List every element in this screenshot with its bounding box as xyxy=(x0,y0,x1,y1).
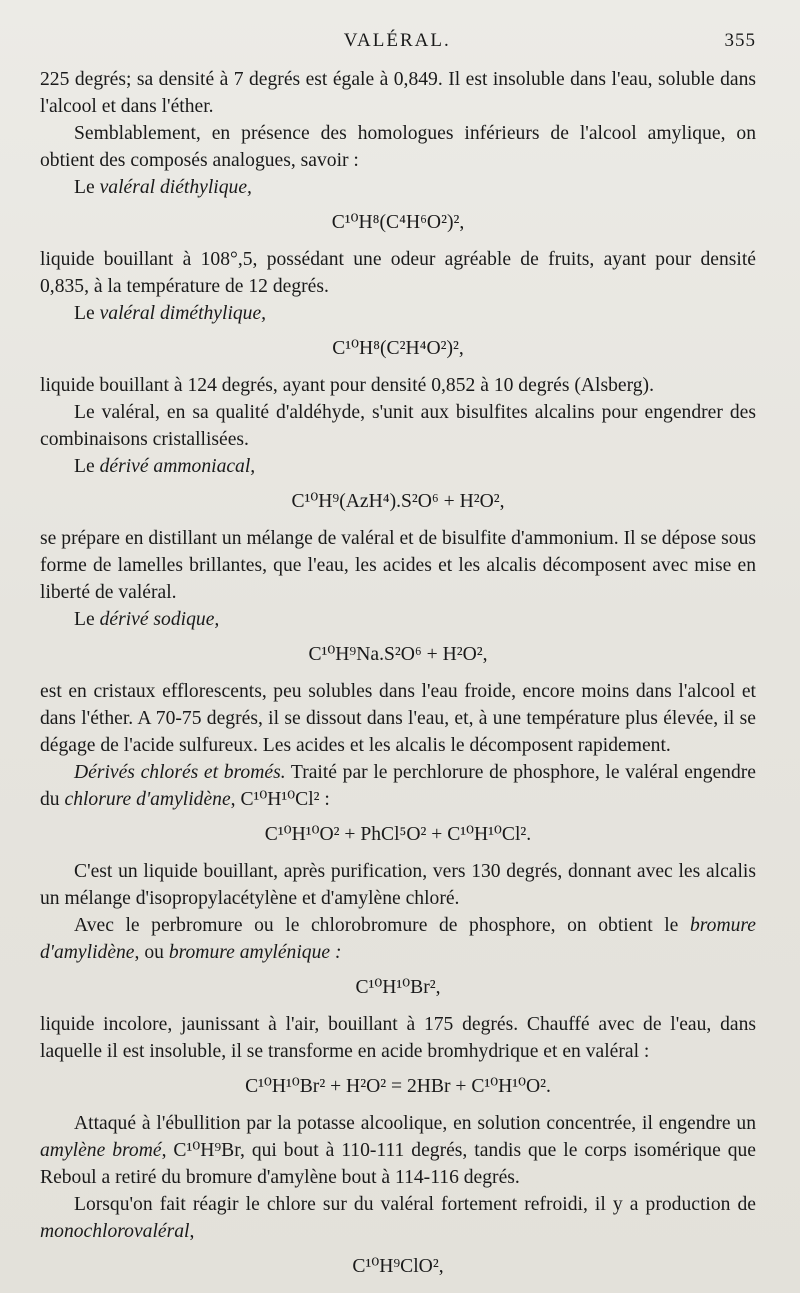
chemical-equation xyxy=(40,1073,756,1100)
text-run: Le xyxy=(74,456,100,477)
paragraph: Semblablement, en présence des homologues inférieurs de l'alcool amylique, on obtient des composés analogues, savoir : xyxy=(40,123,756,171)
chemical-formula xyxy=(40,821,756,848)
paragraph: Le valéral, en sa qualité d'aldéhyde, s'unit aux bisulfites alcalins pour engendrer des combinaisons cristallisées. xyxy=(40,402,756,450)
formula-text: C¹⁰H⁹(AzH⁴).S²O⁶ + H²O², xyxy=(291,491,505,512)
paragraph: liquide incolore, jaunissant à l'air, bouillant à 175 degrés. Chauffé avec de l'eau, dans laquelle il est insoluble, il se transforme en acide bromhydrique et en valéral : xyxy=(40,1014,756,1062)
paragraph xyxy=(40,912,756,966)
text-run: Attaqué à l'ébullition par la potasse alcoolique, en solution concentrée, il engendre un xyxy=(74,1113,756,1134)
text-run: Traité par le perchlorure de phosphore, le valéral engendre du xyxy=(40,762,756,810)
formula-text: C¹⁰H⁹ClO², xyxy=(352,1256,444,1277)
italic-term: monochlorovaléral xyxy=(40,1221,190,1242)
paragraph xyxy=(40,174,756,201)
chemical-formula xyxy=(40,974,756,1001)
page-body xyxy=(40,66,756,1280)
chemical-formula xyxy=(40,488,756,515)
formula-text: C¹⁰H¹⁰Br² + H²O² = 2HBr + C¹⁰H¹⁰O². xyxy=(245,1076,551,1097)
paragraph: C'est un liquide bouillant, après purification, vers 130 degrés, donnant avec les alcalis un mélange d'isopropylacétylène et d'amylène chloré. xyxy=(40,861,756,909)
formula-text: C¹⁰H⁸(C⁴H⁶O²)², xyxy=(331,212,465,233)
formula-text: C¹⁰H⁹Na.S²O⁶ + H²O², xyxy=(308,644,488,665)
text-run: , C¹⁰H⁹Br, qui bout à 110-111 degrés, tandis que le corps isomérique que Reboul a retiré du bromure d'amylène bout à 114-116 degrés. xyxy=(40,1140,757,1188)
italic-term: valéral diéthylique, xyxy=(99,177,252,198)
formula-text: C¹⁰H¹⁰O² + PhCl⁵O² + C¹⁰H¹⁰Cl². xyxy=(264,824,532,845)
text-run: Lorsqu'on fait réagir le chlore sur du valéral fortement refroidi, il y a production de xyxy=(74,1194,756,1215)
paragraph xyxy=(40,759,756,813)
chemical-formula xyxy=(40,209,756,236)
page-number: 355 xyxy=(724,30,756,51)
paragraph xyxy=(40,1110,756,1191)
paragraph xyxy=(40,300,756,327)
section-heading: Dérivés chlorés et bromés. xyxy=(74,762,286,783)
paragraph: 225 degrés; sa densité à 7 degrés est égale à 0,849. Il est insoluble dans l'eau, soluble dans l'alcool et dans l'éther. xyxy=(40,69,756,117)
running-header xyxy=(40,30,756,66)
chemical-formula xyxy=(40,641,756,668)
italic-term: dérivé sodique, xyxy=(99,609,220,630)
text-run: Avec le perbromure ou le chlorobromure de phosphore, on obtient le xyxy=(74,915,690,936)
text-run: Le xyxy=(74,303,100,324)
formula-text: C¹⁰H⁸(C²H⁴O²)², xyxy=(332,338,464,359)
paragraph: liquide bouillant à 124 degrés, ayant pour densité 0,852 à 10 degrés (Alsberg). xyxy=(40,375,654,396)
paragraph: est en cristaux efflorescents, peu solubles dans l'eau froide, encore moins dans l'alcool et dans l'éther. A 70-75 degrés, il se dissout dans l'eau, et, à une température plus élevée, il se dégage de l'acide sulfureux. Les acides et les alcalis le décomposent rapidement. xyxy=(40,681,756,756)
italic-term: bromure amylénique : xyxy=(168,942,342,963)
italic-term: valéral diméthylique, xyxy=(99,303,267,324)
text-run: , C¹⁰H¹⁰Cl² : xyxy=(230,789,330,810)
paragraph: se prépare en distillant un mélange de valéral et de bisulfite d'ammonium. Il se dépose sous forme de lamelles brillantes, que l'eau, les acides et les alcalis décomposent avec mise en liberté de valéral. xyxy=(40,528,756,603)
text-run: Le xyxy=(74,609,100,630)
italic-term: chlorure d'amylidène xyxy=(64,789,231,810)
chemical-formula xyxy=(40,1253,756,1280)
text-run: Le xyxy=(74,177,100,198)
chemical-formula xyxy=(40,335,756,362)
text-run: , xyxy=(189,1221,195,1242)
text-run: , ou xyxy=(134,942,169,963)
formula-text: C¹⁰H¹⁰Br², xyxy=(355,977,441,998)
paragraph xyxy=(40,1191,756,1245)
italic-term: amylène bromé xyxy=(40,1140,162,1161)
paragraph: liquide bouillant à 108°,5, possédant une odeur agréable de fruits, ayant pour densité 0,835, à la température de 12 degrés. xyxy=(40,249,756,297)
paragraph xyxy=(40,606,756,633)
paragraph xyxy=(40,453,756,480)
italic-term: dérivé ammoniacal, xyxy=(99,456,256,477)
page-title: VALÉRAL. xyxy=(343,30,451,51)
italic-term: bromure d'amylidène xyxy=(40,915,756,963)
